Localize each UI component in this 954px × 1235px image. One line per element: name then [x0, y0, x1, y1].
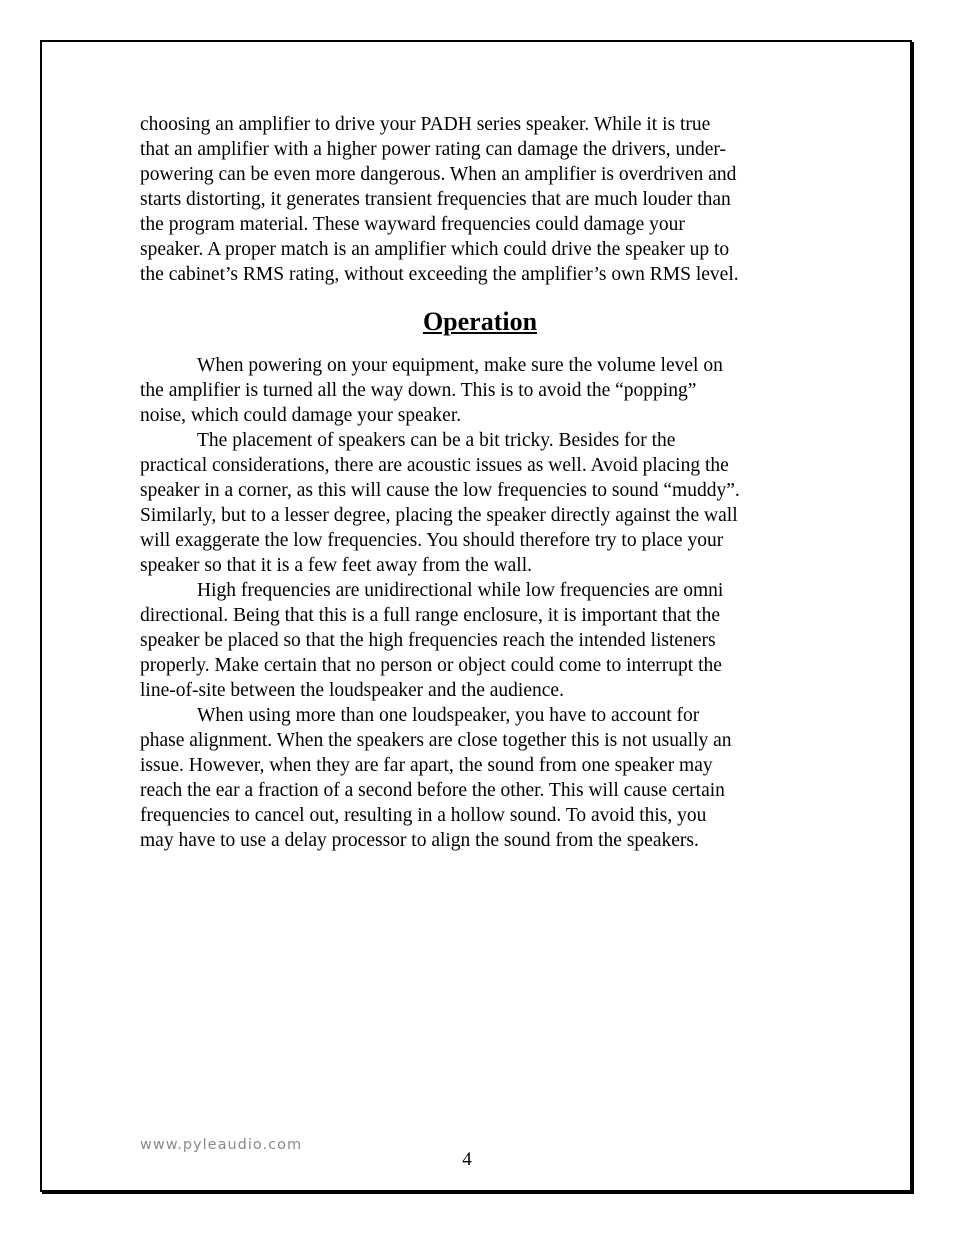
text-line: speaker. A proper match is an amplifier which could drive the speaker up to [140, 239, 730, 260]
operation-paragraph-3 [140, 578, 820, 703]
text-line: When using more than one loudspeaker, you have to account for [197, 705, 700, 726]
text-line: the amplifier is turned all the way down. This is to avoid the “popping” [140, 380, 697, 401]
operation-paragraph-2 [140, 428, 820, 578]
text-line: line-of-site between the loudspeaker and the audience. [140, 680, 564, 701]
document-body [140, 112, 820, 853]
text-line: frequencies to cancel out, resulting in a hollow sound. To avoid this, you [140, 805, 707, 826]
text-line: choosing an amplifier to drive your PADH series speaker. While it is true [140, 114, 711, 135]
text-line: reach the ear a fraction of a second before the other. This will cause certain [140, 780, 725, 801]
text-line: directional. Being that this is a full range enclosure, it is important that the [140, 605, 720, 626]
text-line: practical considerations, there are acoustic issues as well. Avoid placing the [140, 455, 729, 476]
text-line: will exaggerate the low frequencies. You should therefore try to place your [140, 530, 724, 551]
operation-paragraph-1 [140, 353, 820, 428]
page-number: 4 [462, 1149, 472, 1170]
text-line: phase alignment. When the speakers are close together this is not usually an [140, 730, 732, 751]
text-line: starts distorting, it generates transient frequencies that are much louder than [140, 189, 731, 210]
text-line: speaker so that it is a few feet away from the wall. [140, 555, 533, 576]
text-line: High frequencies are unidirectional while low frequencies are omni [197, 580, 724, 601]
text-line: noise, which could damage your speaker. [140, 405, 462, 426]
text-line: The placement of speakers can be a bit tricky. Besides for the [197, 430, 676, 451]
footer-website: www.pyleaudio.com [140, 1137, 303, 1153]
section-heading-operation: Operation [422, 307, 538, 336]
operation-paragraph-4 [140, 703, 820, 853]
text-line: When powering on your equipment, make sure the volume level on [197, 355, 723, 376]
intro-paragraph [140, 112, 820, 287]
text-line: speaker be placed so that the high frequencies reach the intended listeners [140, 630, 716, 651]
text-line: speaker in a corner, as this will cause the low frequencies to sound “muddy”. [140, 480, 740, 501]
text-line: the program material. These wayward frequencies could damage your [140, 214, 685, 235]
text-line: may have to use a delay processor to align the sound from the speakers. [140, 830, 699, 851]
text-line: properly. Make certain that no person or object could come to interrupt the [140, 655, 722, 676]
text-line: the cabinet’s RMS rating, without exceeding the amplifier’s own RMS level. [140, 264, 739, 285]
text-line: powering can be even more dangerous. When an amplifier is overdriven and [140, 164, 737, 185]
text-line: issue. However, when they are far apart, the sound from one speaker may [140, 755, 713, 776]
text-line: Similarly, but to a lesser degree, placing the speaker directly against the wall [140, 505, 738, 526]
text-line: that an amplifier with a higher power rating can damage the drivers, under- [140, 139, 727, 160]
